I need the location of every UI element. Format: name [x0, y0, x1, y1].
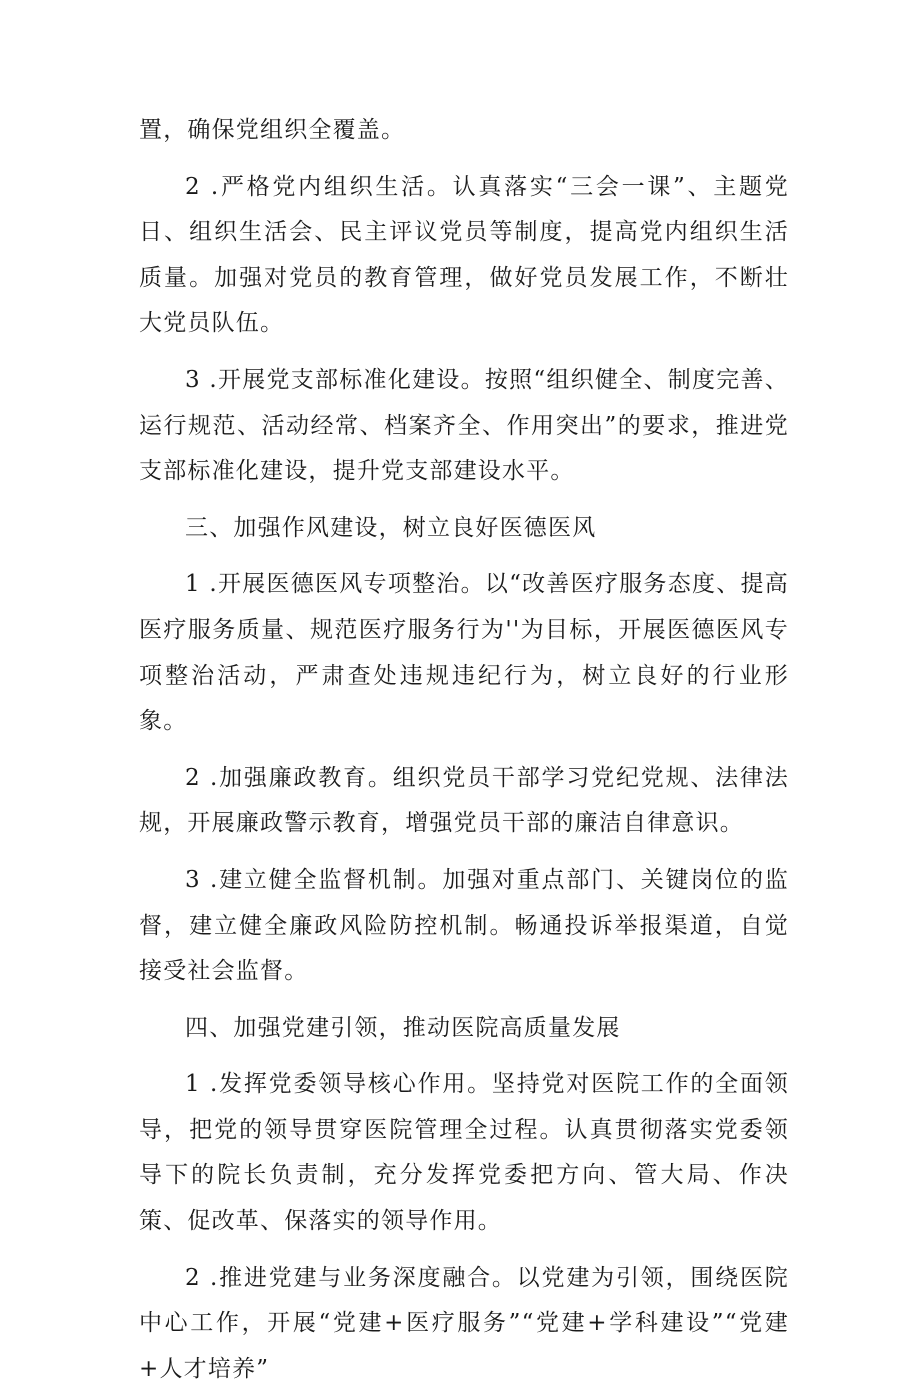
section-heading-4: 四、加强党建引领，推动医院高质量发展 [185, 1014, 621, 1041]
paragraph-item-2-organization-life: 2 .严格党内组织生活。认真落实“三会一课”、主题党日、组织生活会、民主评议党员等制度，提高党内组织生活质量。加强对党员的教育管理，做好党员发展工作，不断壮大党员队伍。 [139, 173, 789, 337]
paragraph-continuation: 置，确保党组织全覆盖。 [139, 117, 406, 143]
paragraph-item-2-integration: 2 .推进党建与业务深度融合。以党建为引领，围绕医院中心工作，开展“党建+医疗服务”“党建+学科建设”“党建+人才培养” [139, 1264, 789, 1382]
section-heading-3: 三、加强作风建设，树立良好医德医风 [185, 514, 597, 541]
paragraph-item-1-party-leadership: 1 .发挥党委领导核心作用。坚持党对医院工作的全面领导，把党的领导贯穿医院管理全过程。认真贯彻落实党委领导下的院长负责制，充分发挥党委把方向、管大局、作决策、促改革、保落实的领导作用。 [139, 1071, 789, 1235]
paragraph-item-2-integrity-education: 2 .加强廉政教育。组织党员干部学习党纪党规、法律法规，开展廉政警示教育，增强党员干部的廉洁自律意识。 [139, 764, 789, 837]
paragraph-item-3-supervision: 3 .建立健全监督机制。加强对重点部门、关键岗位的监督，建立健全廉政风险防控机制。畅通投诉举报渠道，自觉接受社会监督。 [139, 866, 789, 985]
document-body [139, 108, 789, 1392]
paragraph-item-1-medical-ethics: 1 .开展医德医风专项整治。以“改善医疗服务态度、提高医疗服务质量、规范医疗服务行为''为目标，开展医德医风专项整治活动，严肃查处违规违纪行为，树立良好的行业形象。 [139, 571, 789, 735]
paragraph-item-3-branch-standardization: 3 .开展党支部标准化建设。按照“组织健全、制度完善、运行规范、活动经常、档案齐全、作用突出”的要求，推进党支部标准化建设，提升党支部建设水平。 [139, 366, 789, 485]
